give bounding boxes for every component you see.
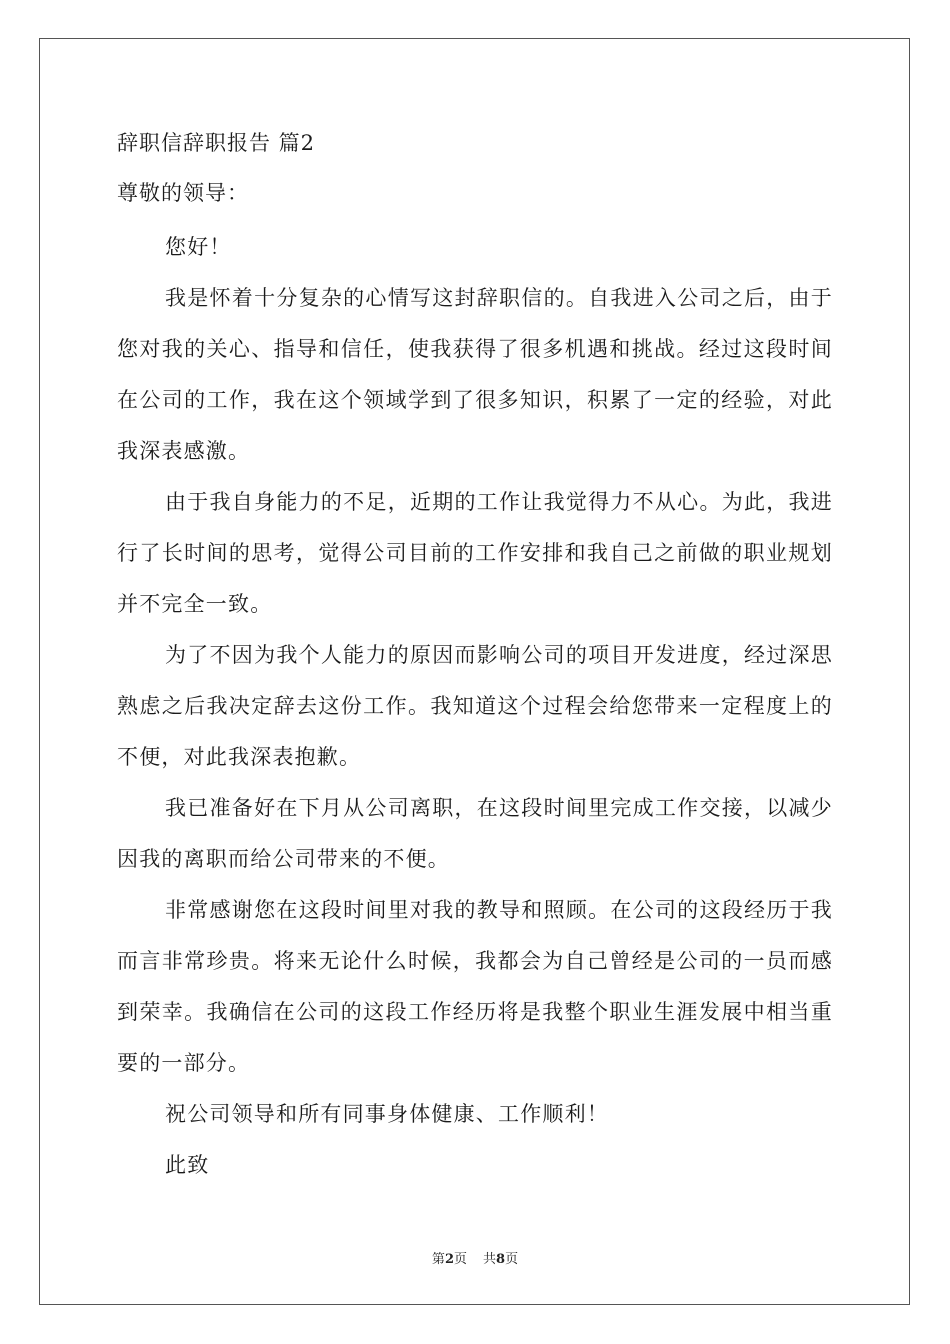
document-title: 辞职信辞职报告 篇2 bbox=[117, 131, 316, 155]
total-prefix: 共 bbox=[483, 1252, 497, 1267]
paragraph-closing: 此致 bbox=[165, 1153, 210, 1177]
paragraph-greeting: 您好！ bbox=[165, 235, 232, 259]
page-prefix: 第 bbox=[431, 1252, 445, 1267]
paragraph-wishes: 祝公司领导和所有同事身体健康、工作顺利！ bbox=[165, 1102, 609, 1126]
page-suffix: 页 bbox=[453, 1252, 467, 1267]
page-number: 2 bbox=[444, 1252, 454, 1267]
page-footer bbox=[0, 1248, 950, 1267]
salutation: 尊敬的领导： bbox=[117, 181, 249, 205]
total-suffix: 页 bbox=[505, 1252, 519, 1267]
paragraph-2: 由于我自身能力的不足，近期的工作让我觉得力不从心。为此，我进行了长时间的思考，觉得公司目前的工作安排和我自己之前做的职业规划并不完全一致。 bbox=[117, 490, 833, 616]
paragraph-1: 我是怀着十分复杂的心情写这封辞职信的。自我进入公司之后，由于您对我的关心、指导和信任，使我获得了很多机遇和挑战。经过这段时间在公司的工作，我在这个领域学到了很多知识，积累了一定的经验，对此我深表感激。 bbox=[117, 286, 833, 463]
paragraph-3: 为了不因为我个人能力的原因而影响公司的项目开发进度，经过深思熟虑之后我决定辞去这份工作。我知道这个过程会给您带来一定程度上的不便，对此我深表抱歉。 bbox=[117, 643, 833, 769]
document-body bbox=[117, 128, 833, 1191]
total-pages: 8 bbox=[496, 1252, 506, 1267]
paragraph-4: 我已准备好在下月从公司离职，在这段时间里完成工作交接，以减少因我的离职而给公司带来的不便。 bbox=[117, 796, 833, 871]
paragraph-5: 非常感谢您在这段时间里对我的教导和照顾。在公司的这段经历于我而言非常珍贵。将来无论什么时候，我都会为自己曾经是公司的一员而感到荣幸。我确信在公司的这段工作经历将是我整个职业生涯发展中相当重要的一部分。 bbox=[117, 898, 833, 1075]
